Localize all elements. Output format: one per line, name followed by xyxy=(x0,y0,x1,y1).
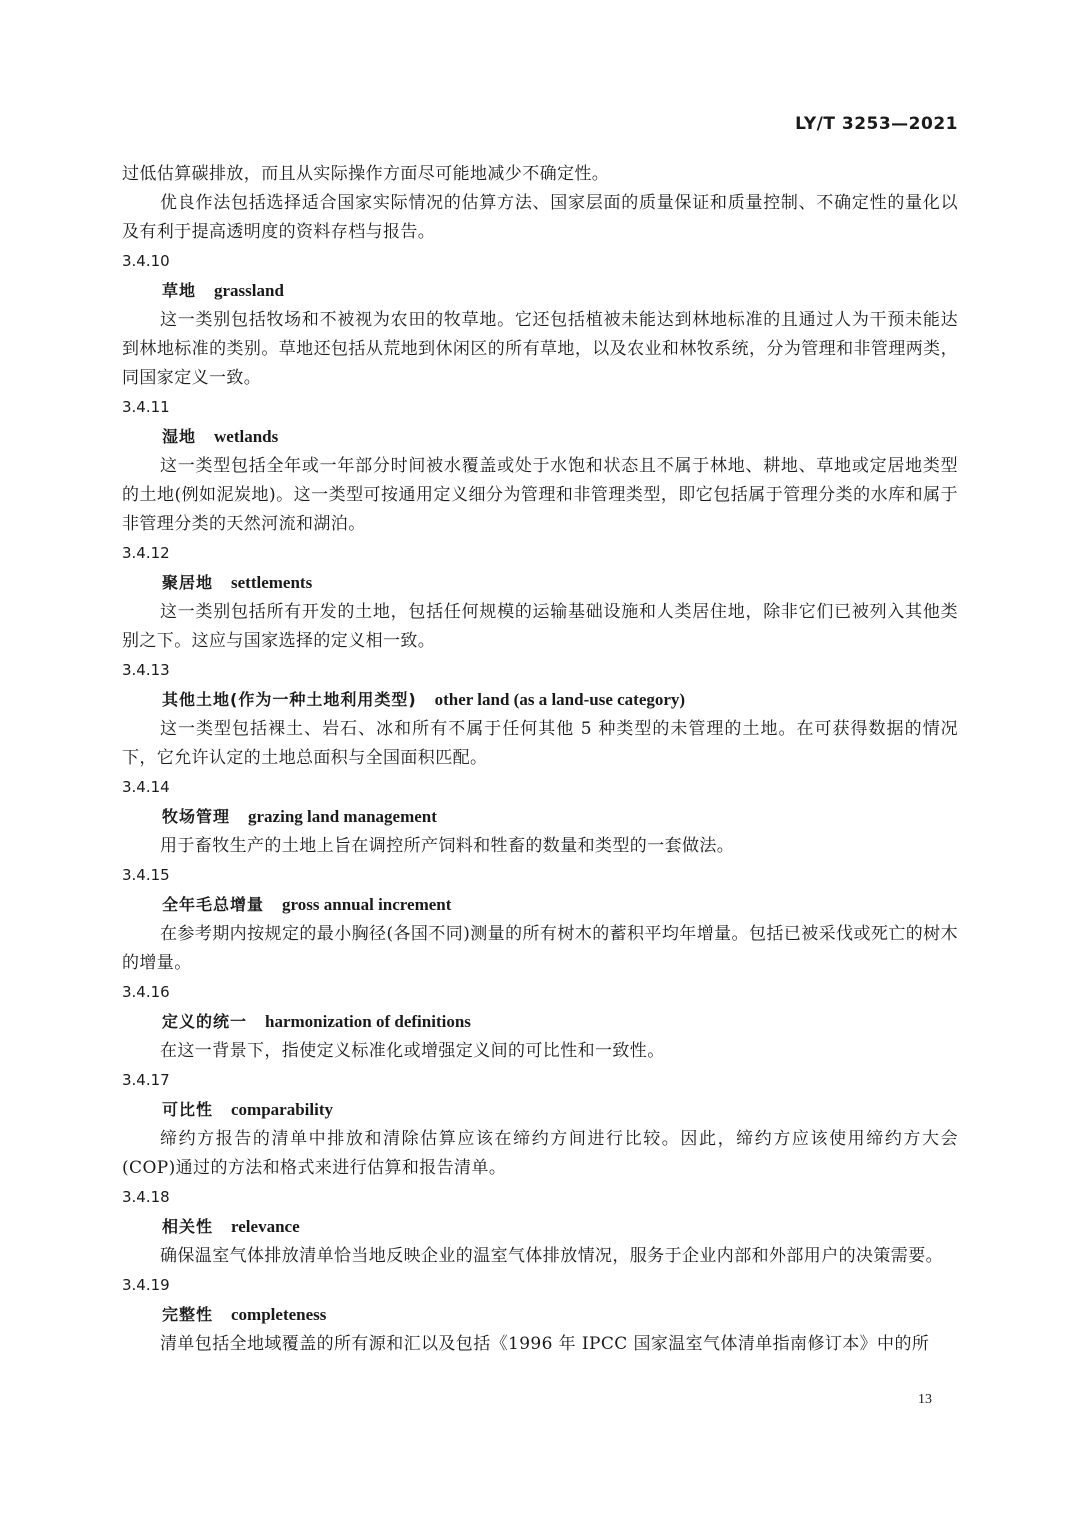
term-english-name: gross annual increment xyxy=(282,895,452,914)
term-entry xyxy=(122,1066,958,1183)
term-title xyxy=(122,1007,958,1037)
term-entry xyxy=(122,539,958,656)
term-definition: 这一类别包括牧场和不被视为农田的牧草地。它还包括植被未能达到林地标准的且通过人为干预未能达到林地标准的类别。草地还包括从荒地到休闲区的所有草地，以及农业和林牧系统，分为管理和非管理两类，同国家定义一致。 xyxy=(122,310,958,388)
term-english-name: other land (as a land-use category) xyxy=(434,690,686,709)
term-chinese-name: 定义的统一 xyxy=(162,1012,248,1031)
term-definition: 缔约方报告的清单中排放和清除估算应该在缔约方间进行比较。因此，缔约方应该使用缔约方大会(COP)通过的方法和格式来进行估算和报告清单。 xyxy=(122,1129,958,1178)
term-number: 3.4.18 xyxy=(122,1188,170,1206)
terms-list xyxy=(122,247,958,1359)
term-number: 3.4.10 xyxy=(122,252,170,270)
term-title xyxy=(122,422,958,452)
term-definition: 清单包括全地域覆盖的所有源和汇以及包括《1996 年 IPCC 国家温室气体清单指南修订本》中的所 xyxy=(160,1334,930,1354)
term-entry xyxy=(122,393,958,539)
intro-paragraph: 优良作法包括选择适合国家实际情况的估算方法、国家层面的质量保证和质量控制、不确定性的量化以及有利于提高透明度的资料存档与报告。 xyxy=(122,193,958,242)
term-english-name: wetlands xyxy=(214,427,279,446)
term-chinese-name: 聚居地 xyxy=(162,573,214,592)
term-entry xyxy=(122,861,958,978)
intro-section xyxy=(122,160,958,247)
term-chinese-name: 牧场管理 xyxy=(162,807,231,826)
term-number: 3.4.11 xyxy=(122,398,170,416)
term-title xyxy=(122,568,958,598)
standard-number: LY/T 3253—2021 xyxy=(795,114,958,134)
term-definition: 用于畜牧生产的土地上旨在调控所产饲料和牲畜的数量和类型的一套做法。 xyxy=(160,836,735,856)
term-definition: 在这一背景下，指使定义标准化或增强定义间的可比性和一致性。 xyxy=(160,1041,665,1061)
term-english-name: grazing land management xyxy=(248,807,437,826)
term-title xyxy=(122,802,958,832)
term-english-name: settlements xyxy=(231,573,313,592)
term-chinese-name: 其他土地(作为一种土地利用类型) xyxy=(162,690,417,709)
term-chinese-name: 完整性 xyxy=(162,1305,214,1324)
term-number: 3.4.13 xyxy=(122,661,170,679)
term-english-name: grassland xyxy=(214,281,284,300)
term-chinese-name: 全年毛总增量 xyxy=(162,895,265,914)
term-entry xyxy=(122,247,958,393)
term-title xyxy=(122,1095,958,1125)
term-chinese-name: 相关性 xyxy=(162,1217,214,1236)
term-entry xyxy=(122,773,958,861)
term-number: 3.4.15 xyxy=(122,866,170,884)
term-entry xyxy=(122,978,958,1066)
term-title xyxy=(122,1300,958,1330)
term-definition: 这一类型包括裸土、岩石、冰和所有不属于任何其他 5 种类型的未管理的土地。在可获得数据的情况下，它允许认定的土地总面积与全国面积匹配。 xyxy=(122,719,958,768)
term-definition: 这一类别包括所有开发的土地，包括任何规模的运输基础设施和人类居住地，除非它们已被列入其他类别之下。这应与国家选择的定义相一致。 xyxy=(122,602,958,651)
term-number: 3.4.17 xyxy=(122,1071,170,1089)
page-number: 13 xyxy=(918,1392,932,1407)
term-title xyxy=(122,276,958,306)
term-entry xyxy=(122,1183,958,1271)
intro-paragraph: 过低估算碳排放，而且从实际操作方面尽可能地减少不确定性。 xyxy=(122,164,610,184)
term-english-name: harmonization of definitions xyxy=(265,1012,471,1031)
term-english-name: completeness xyxy=(231,1305,327,1324)
term-chinese-name: 草地 xyxy=(162,281,197,300)
term-title xyxy=(122,685,958,715)
term-definition: 这一类型包括全年或一年部分时间被水覆盖或处于水饱和状态且不属于林地、耕地、草地或定居地类型的土地(例如泥炭地)。这一类型可按通用定义细分为管理和非管理类型，即它包括属于管理分类的水库和属于非管理分类的天然河流和湖泊。 xyxy=(122,456,958,534)
term-chinese-name: 湿地 xyxy=(162,427,197,446)
term-title xyxy=(122,890,958,920)
term-english-name: comparability xyxy=(231,1100,334,1119)
term-number: 3.4.16 xyxy=(122,983,170,1001)
term-number: 3.4.14 xyxy=(122,778,170,796)
term-chinese-name: 可比性 xyxy=(162,1100,214,1119)
term-title xyxy=(122,1212,958,1242)
term-entry xyxy=(122,1271,958,1359)
term-english-name: relevance xyxy=(231,1217,300,1236)
term-definition: 确保温室气体排放清单恰当地反映企业的温室气体排放情况，服务于企业内部和外部用户的决策需要。 xyxy=(160,1246,943,1266)
document-body xyxy=(122,160,958,1359)
term-number: 3.4.19 xyxy=(122,1276,170,1294)
term-number: 3.4.12 xyxy=(122,544,170,562)
term-definition: 在参考期内按规定的最小胸径(各国不同)测量的所有树木的蓄积平均年增量。包括已被采伐或死亡的树木的增量。 xyxy=(122,924,958,973)
term-entry xyxy=(122,656,958,773)
